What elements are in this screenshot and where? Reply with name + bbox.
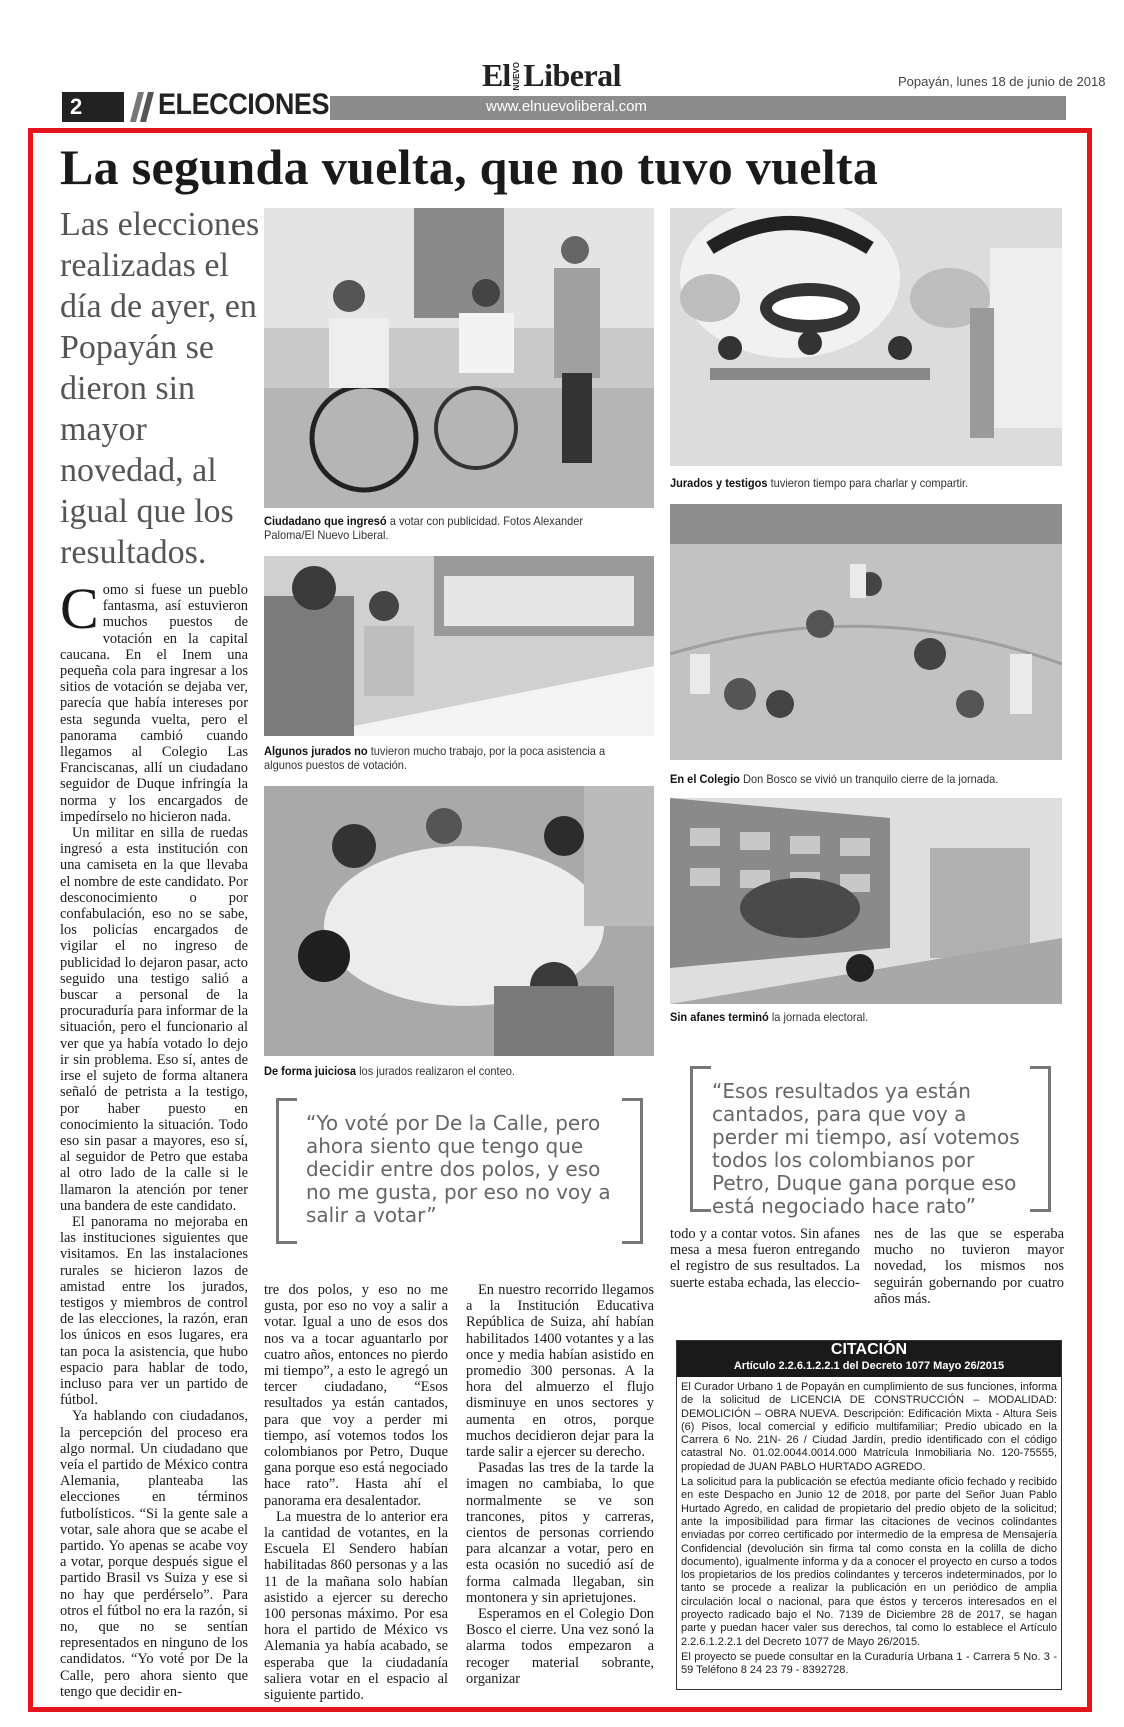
- citacion-paragraph: La solicitud para la publicación se efectúa mediante oficio fechado y recibido en este Despacho en Junio 12 de 2018, por parte del Señor Juan Pablo Hurtado Agredo, en calidad de propietario del predio objeto de la solicitud; ante la imposibilidad para firmar las citaciones de vecinos colindantes enviadas por correo certificado por intermedio de la empresa de Mensajería Confidencial (devolución sin firma tal como consta en la colilla de dicho documento), igualmente informa y da a conocer el proyecto en curso a todos los propietarios de los predios colindantes y terceros indeterminados, por lo tanto se procede a realizar la publicación en un periódico de amplia circulación local o nacional, para que éstos y terceros interesados en el proyecto radicado bajo el No. 7139 de Diciembre 28 de 2017, se hagan parte y puedan hacer valer sus derechos, tal como lo establece el Artículo 2.2.6.1.2.2.1 del Decreto 1077 de Mayo 26/2015.: [681, 1476, 1057, 1648]
- photo-wheelchair-voter: [264, 208, 654, 508]
- logo-el: El: [482, 57, 511, 93]
- website-bar: [330, 96, 1066, 120]
- website-url[interactable]: www.elnuevoliberal.com: [486, 98, 647, 115]
- pull-quote-1-right-bracket: [622, 1098, 643, 1244]
- logo-liberal: Liberal: [523, 57, 622, 93]
- citacion-paragraph: El Curador Urbano 1 de Popayán en cumplimiento de sus funciones, informa de la solicitud de LICENCIA DE CONSTRUCCIÓN – MODALIDAD: DEMOLICIÓN – OBRA NUEVA. Descripción: Edificación Mixta - Altura Seis (6) Pisos, local comercial y edificio multifamiliar; Predio ubicado en la Carrera 6 No. 21N- 26 / Ciudad Jardín, predio identificado con el código catastral No. 01.02.0044.0014.000 Matrícula Inmobiliaria No. 120-75555, propiedad de JUAN PABLO HURTADO AGREDO.: [681, 1381, 1057, 1473]
- article-column-3: [466, 1282, 654, 1687]
- citacion-subtitle: Artículo 2.2.6.1.2.2.1 del Decreto 1077 Mayo 26/2015: [733, 1360, 1005, 1372]
- photo-street-scene: [670, 798, 1062, 1004]
- photo-caption-4: Jurados y testigos tuvieron tiempo para charlar y compartir.: [670, 476, 969, 490]
- photo-caption-1: Ciudadano que ingresó a votar con publicidad. Fotos Alexander Paloma/El Nuevo Liberal.: [264, 514, 584, 542]
- photo-caption-5: En el Colegio Don Bosco se vivió un tranquilo cierre de la jornada.: [670, 772, 999, 786]
- photo-don-bosco-court: [670, 504, 1062, 760]
- photo-vote-counting: [264, 786, 654, 1056]
- section-slash-decoration: [120, 92, 160, 122]
- section-title: ELECCIONES: [158, 88, 330, 121]
- issue-date: Popayán, lunes 18 de junio de 2018: [898, 74, 1106, 89]
- paragraph: Ya hablando con ciudadanos, la percepción del proceso era algo normal. Un ciudadano que veía el partido de México contra Alemania, planteaba las elecciones en términos futbolísticos. “Si la gente sale a votar, sale ahora que se acabe el partido. Yo apenas se acabe voy a votar, porque después sigue el partido Brasil vs Suiza y ese si no hay que perdérselo”. Para otros el fútbol no era la razón, si no, que no se sentían representados en ninguno de los candidatos. “Yo voté por De la Calle, pero ahora siento que tengo que decidir en-: [60, 1408, 248, 1700]
- paragraph: nes de las que se esperaba mucho no tuvieron mayor novedad, los mismos nos seguirán gobernando por cuatro años más.: [874, 1226, 1064, 1307]
- article-deck: Las elecciones realizadas el día de ayer, en Popayán se dieron sin mayor novedad, al igual que los resultados.: [60, 206, 260, 571]
- paragraph: Como si fuese un pueblo fantasma, así estuvieron muchos puestos de votación en la capital caucana. En el Inem una pequeña cola para ingresar a los sitios de votación se dejaba ver, parecía que había intereses por esta segunda vuelta, pero el panorama cambió cuando llegamos al Colegio Las Franciscanas, allí un ciudadano seguidor de Duque infringía la norma y los encargados de impedírselo no hicieron nada.: [60, 576, 248, 825]
- citacion-header: [677, 1341, 1061, 1377]
- paragraph: Esperamos en el Colegio Don Bosco el cierre. Una vez sonó la alarma todos empezaron a recoger material sobrante, organizar: [466, 1606, 654, 1687]
- paragraph: tre dos polos, y eso no me gusta, por eso no voy a salir a votar. Igual a uno de esos dos nos va a tocar aguantarlo por cuatro años, entonces no pierdo mi tiempo”, a esto le agregó un tercer ciudadano, “Esos resultados ya están cantados, para que voy a perder mi tiempo, así votemos todos los colombianos por Petro, Duque gana porque eso está negociado hace rato”. Hasta ahí el panorama era desalentador.: [264, 1282, 448, 1509]
- photo-mural-jurados: [670, 208, 1062, 466]
- pull-quote-2-right-bracket: [1030, 1066, 1051, 1212]
- photo-jurados-table: [264, 556, 654, 736]
- citacion-body: [681, 1381, 1057, 1680]
- paragraph: La muestra de lo anterior era la cantidad de votantes, en la Escuela El Sendero habían habilitadas 860 personas y a las 11 de la mañana solo habían asistido a ejercer su derecho 100 personas máximo. Por esa hora el partido de México vs Alemania ya había acabado, se esperaba que la ciudadanía saliera votar en el espacio al siguiente partido.: [264, 1508, 448, 1704]
- pull-quote-2: “Esos resultados ya están cantados, para que voy a perder mi tiempo, así votemos todos los colombianos por Petro, Duque gana porque eso está negociado hace rato”: [712, 1079, 1020, 1218]
- article-column-2: [264, 1282, 448, 1703]
- photo-caption-3: De forma juiciosa los jurados realizaron el conteo.: [264, 1064, 515, 1078]
- paragraph: En nuestro recorrido llegamos a la Institución Educativa República de Suiza, ahí habían habilitados 1400 votantes y a las once y media habían asistido en promedio 300 personas. A la hora del almuerzo el flujo disminuye en unos sectores y aumenta en otros, porque muchos decidieron dejar para la tarde salir a ejercer su derecho.: [466, 1282, 654, 1461]
- pull-quote-1: “Yo voté por De la Calle, pero ahora siento que tengo que decidir entre dos polos, y eso no me gusta, por eso no voy a salir a votar”: [306, 1111, 611, 1227]
- article-column-1: [60, 576, 248, 1700]
- paragraph: Un militar en silla de ruedas ingresó a esta institución con una camiseta en la que llevaba el nombre de este candidato. Por desconocimiento o por confabulación, eso no se sabe, los policías encargados de vigilar el no ingreso de publicidad lo dejaron pasar, acto seguido una testigo salió a buscar a personal de la procuraduría para informar de la situación, pero el funcionario al ver que ya había votado lo dejo ir sin problema. Eso sí, antes de irse el sujeto de forma altanera señaló de petrista a la testigo, por haber puesto en conocimiento la situación. Todo eso sin pasar a mayores, eso sí, al seguidor de Petro que estaba al otro lado de la calle si le llamaron la atención por tener una bandera de este candidato.: [60, 825, 248, 1214]
- newspaper-logo[interactable]: [482, 57, 622, 94]
- pull-quote-1-left-bracket: [276, 1098, 297, 1244]
- article-column-5: [874, 1226, 1064, 1307]
- article-headline: La segunda vuelta, que no tuvo vuelta: [60, 139, 879, 195]
- logo-nuevo: NUEVO: [512, 61, 522, 90]
- page-number: 2: [62, 92, 124, 122]
- citacion-paragraph: El proyecto se puede consultar en la Curaduría Urbana 1 - Carrera 5 No. 3 - 59 Teléfono 8 24 23 79 - 8392728.: [681, 1650, 1057, 1677]
- photo-caption-2: Algunos jurados no tuvieron mucho trabajo, por la poca asistencia a algunos puestos de votación.: [264, 744, 606, 772]
- article-column-4: [670, 1226, 860, 1291]
- paragraph: todo y a contar votos. Sin afanes mesa a mesa fueron entregando el registro de sus resultados. La suerte estaba echada, las eleccio-: [670, 1226, 860, 1291]
- paragraph: El panorama no mejoraba en las instituciones siguientes que visitamos. En las instalaciones rurales se hicieron lazos de amistad entre los jurados, testigos y miembros de control de las elecciones, la razón, eran los únicos en esos lugares, era tan poca la asistencia, que hubo espacio para hablar de todo, incluso para ver un partido de fútbol.: [60, 1213, 248, 1409]
- citacion-title: CITACIÓN: [830, 1341, 908, 1358]
- pull-quote-2-left-bracket: [690, 1066, 711, 1212]
- paragraph: Pasadas las tres de la tarde la imagen no cambiaba, lo que normalmente se ve son trancones, pitos y carreras, cientos de personas corriendo para alcanzar a votar, pero en esta ocasión no sucedió así de forma calmada llegaban, sin montonera y sin aprietujones.: [466, 1460, 654, 1606]
- photo-caption-6: Sin afanes terminó la jornada electoral.: [670, 1010, 869, 1024]
- drop-cap: C: [60, 576, 99, 641]
